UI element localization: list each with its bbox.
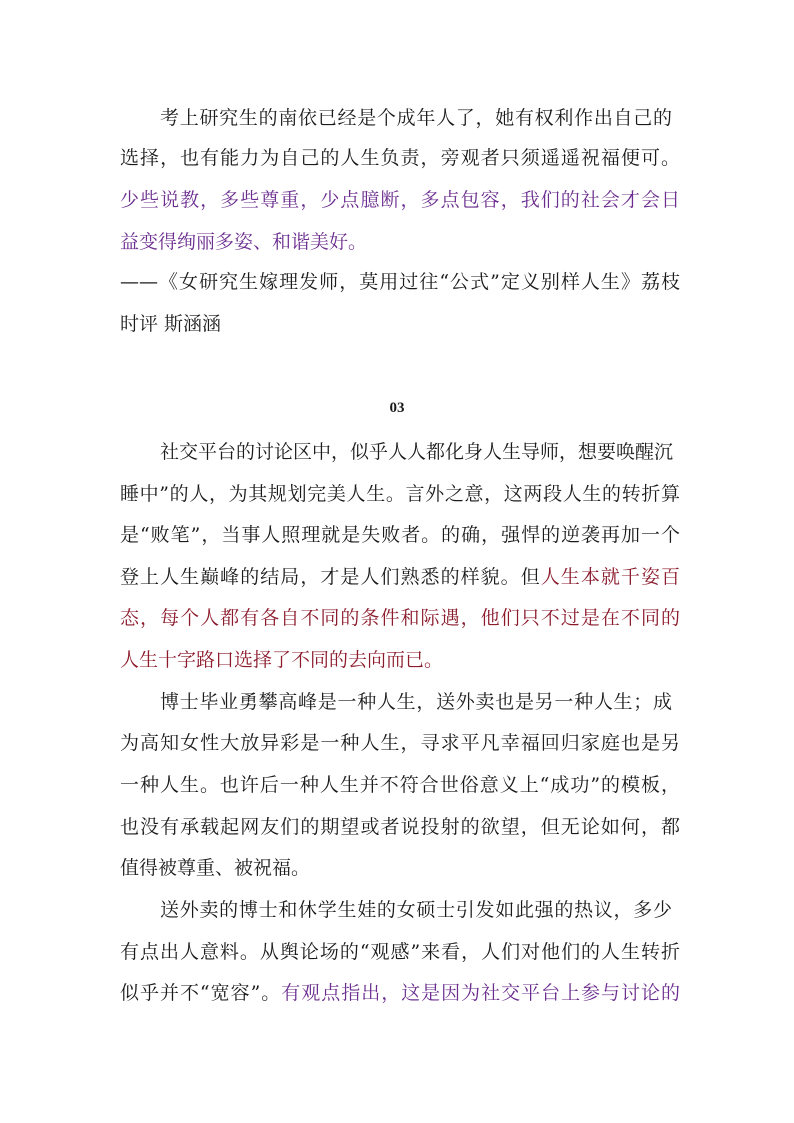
paragraph-4-line-3-highlight: 有观点指出，这是因为社交平台上参与讨论的 xyxy=(281,982,680,1004)
paragraph-4-line-1: 送外卖的博士和休学生娃的女硕士引发如此强的热议，多少 xyxy=(160,899,672,921)
paragraph-1-line-3: 少些说教，多些尊重，少点臆断，多点包容，我们的社会才会日 xyxy=(120,189,680,211)
section-number: 03 xyxy=(389,400,405,416)
paragraph-2-line-6: 人生十字路口选择了不同的去向而已。 xyxy=(120,649,444,671)
paragraph-1-line-2: 选择，也有能力为自己的人生负责，旁观者只须遥遥祝福便可。 xyxy=(120,147,680,169)
source-citation-line-2: 时评 斯涵涵 xyxy=(120,313,222,335)
paragraph-3-line-2: 为高知女性大放异彩是一种人生，寻求平凡幸福回归家庭也是另 xyxy=(120,732,680,754)
paragraph-2-line-4 xyxy=(120,565,680,589)
paragraph-3-line-3: 一种人生。也许后一种人生并不符合世俗意义上“成功”的模板， xyxy=(120,774,680,796)
paragraph-3-line-1: 博士毕业勇攀高峰是一种人生，送外卖也是另一种人生；成 xyxy=(160,691,672,713)
paragraph-4-line-3 xyxy=(120,981,680,1005)
paragraph-4-line-3-normal: 似乎并不“宽容”。 xyxy=(120,982,282,1004)
source-citation-line-1: ——《女研究生嫁理发师，莫用过往“公式”定义别样人生》荔枝 xyxy=(120,271,680,293)
paragraph-3-line-5: 值得被尊重、被祝福。 xyxy=(120,857,311,879)
paragraph-2-line-2: 睡中”的人，为其规划完美人生。言外之意，这两段人生的转折算 xyxy=(120,483,680,505)
paragraph-3-line-4: 也没有承载起网友们的期望或者说投射的欲望，但无论如何，都 xyxy=(120,816,680,838)
paragraph-2-line-3: 是“败笔”，当事人照理就是失败者。的确，强悍的逆袭再加一个 xyxy=(120,524,680,546)
paragraph-2-line-4-highlight: 人生本就千姿百 xyxy=(540,566,680,588)
paragraph-2-line-1: 社交平台的讨论区中，似乎人人都化身人生导师，想要唤醒沉 xyxy=(160,441,674,463)
paragraph-1-line-4: 益变得绚丽多姿、和谐美好。 xyxy=(120,231,368,253)
paragraph-1-line-1: 考上研究生的南依已经是个成年人了，她有权利作出自己的 xyxy=(160,107,672,129)
paragraph-2-line-5: 态，每个人都有各自不同的条件和际遇，他们只不过是在不同的 xyxy=(120,607,680,629)
paragraph-4-line-2: 有点出人意料。从舆论场的“观感”来看，人们对他们的人生转折 xyxy=(120,941,680,963)
paragraph-2-line-4-normal: 登上人生巅峰的结局，才是人们熟悉的样貌。但 xyxy=(120,566,541,588)
